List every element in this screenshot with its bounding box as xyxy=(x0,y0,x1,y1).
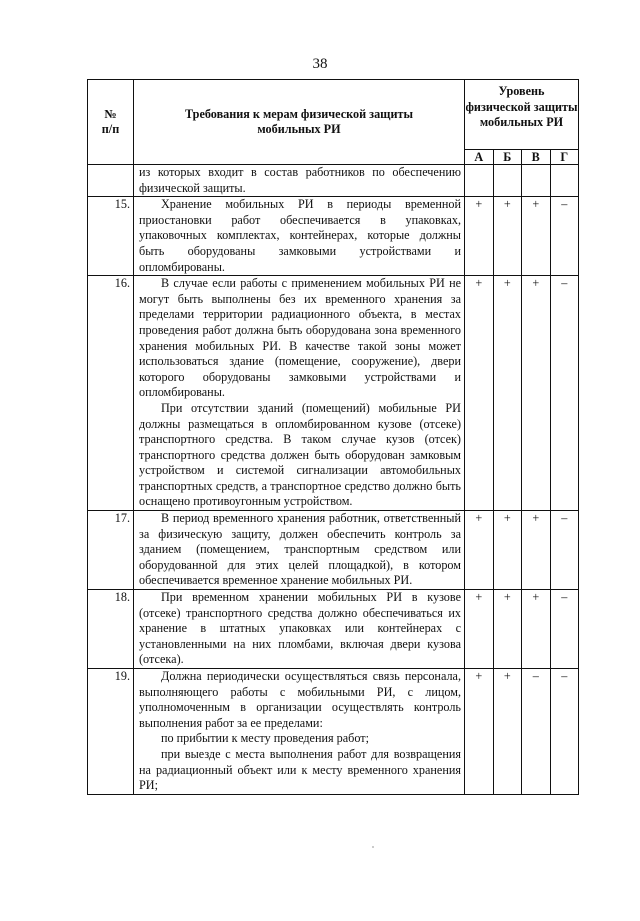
requirement-paragraph: При временном хранении мобильных РИ в кузове (отсеке) транспортного средства должно обеспечиваться их хранение в штатных упаковках или контейнерах с установленными на них пломбами, включая двери кузова (отсека). xyxy=(139,590,461,667)
header-requirement: Требования к мерам физической защиты мобильных РИ xyxy=(134,80,465,165)
level-mark: – xyxy=(522,669,551,795)
header-level-a: А xyxy=(465,150,494,165)
level-mark: + xyxy=(522,511,551,590)
requirement-paragraph: Должна периодически осуществляться связь персонала, выполняющего работы с мобильными РИ, с лицом, уполномоченным в организации осуществлять контроль выполнения работ за ее пределами: xyxy=(139,669,461,730)
level-mark: + xyxy=(493,276,522,511)
level-mark: – xyxy=(550,197,579,276)
requirement-paragraph: при выезде с места выполнения работ для возвращения на радиационный объект или к месту временного хранения РИ; xyxy=(139,746,461,793)
table-row xyxy=(88,590,579,669)
requirement-paragraph: В период временного хранения работник, ответственный за физическую защиту, должен обеспечить контроль за зданием (помещением, транспортным средством или оборудованной для этих целей площадкой), в котором обеспечивается временное хранение мобильных РИ. xyxy=(139,511,461,588)
table-row xyxy=(88,511,579,590)
requirement-paragraph: При отсутствии зданий (помещений) мобильные РИ должны размещаться в опломбированном кузове (отсеке) транспортного средства. В таком случае кузов (отсек) транспортного средства должен быть оборудован замковым устройством и системой сигнализации автомобильных транспортных средств, а транспортное средство должно быть оснащено противоугонным устройством. xyxy=(139,400,461,509)
level-mark: + xyxy=(493,669,522,795)
row-number: 18. xyxy=(88,590,134,669)
requirement-text xyxy=(134,669,465,795)
table-row xyxy=(88,276,579,511)
header-level-b: Б xyxy=(493,150,522,165)
level-mark: – xyxy=(550,590,579,669)
level-mark: + xyxy=(493,197,522,276)
level-mark: + xyxy=(493,511,522,590)
row-number: 17. xyxy=(88,511,134,590)
level-mark: – xyxy=(550,669,579,795)
level-mark: + xyxy=(522,276,551,511)
table-body xyxy=(88,165,579,795)
requirement-text xyxy=(134,590,465,669)
header-level-v: В xyxy=(522,150,551,165)
level-mark: + xyxy=(465,590,494,669)
table-row xyxy=(88,165,579,197)
table-row xyxy=(88,197,579,276)
page-number: 38 xyxy=(312,56,328,72)
header-level-g: Г xyxy=(550,150,579,165)
requirement-text xyxy=(134,165,465,197)
level-mark: + xyxy=(465,197,494,276)
level-mark: + xyxy=(522,197,551,276)
requirement-text xyxy=(134,511,465,590)
scan-speck xyxy=(372,846,374,848)
level-mark xyxy=(550,165,579,197)
level-mark xyxy=(465,165,494,197)
row-number: 19. xyxy=(88,669,134,795)
header-number: № п/п xyxy=(88,80,134,165)
level-mark: + xyxy=(465,511,494,590)
level-mark: + xyxy=(493,590,522,669)
requirement-paragraph: В случае если работы с применением мобильных РИ не могут быть выполнены без их временного хранения за пределами территории радиационного объекта, в местах проведения работ должна быть оборудована зона временного хранения мобильных РИ. В качестве такой зоны может использоваться здание (помещение, сооружение), двери которого оборудованы замковыми устройствами и опломбированы. xyxy=(139,276,461,400)
level-mark: – xyxy=(550,276,579,511)
requirement-paragraph: Хранение мобильных РИ в периоды временной приостановки работ обеспечивается в упаковках, упаковочных комплектах, контейнерах, которые должны быть оборудованы замковыми устройствами и опломбированы. xyxy=(139,197,461,274)
level-mark: + xyxy=(522,590,551,669)
requirement-text xyxy=(134,276,465,511)
table-row xyxy=(88,669,579,795)
level-mark xyxy=(493,165,522,197)
level-mark: – xyxy=(550,511,579,590)
level-mark: + xyxy=(465,669,494,795)
level-mark: + xyxy=(465,276,494,511)
level-mark xyxy=(522,165,551,197)
requirement-paragraph: из которых входит в состав работников по обеспечению физической защиты. xyxy=(139,165,461,195)
requirement-text xyxy=(134,197,465,276)
row-number: 15. xyxy=(88,197,134,276)
header-protection-level: Уровень физической защиты мобильных РИ xyxy=(465,80,579,150)
row-number: 16. xyxy=(88,276,134,511)
requirements-table xyxy=(87,79,579,795)
requirement-paragraph: по прибытии к месту проведения работ; xyxy=(161,731,370,746)
row-number xyxy=(88,165,134,197)
